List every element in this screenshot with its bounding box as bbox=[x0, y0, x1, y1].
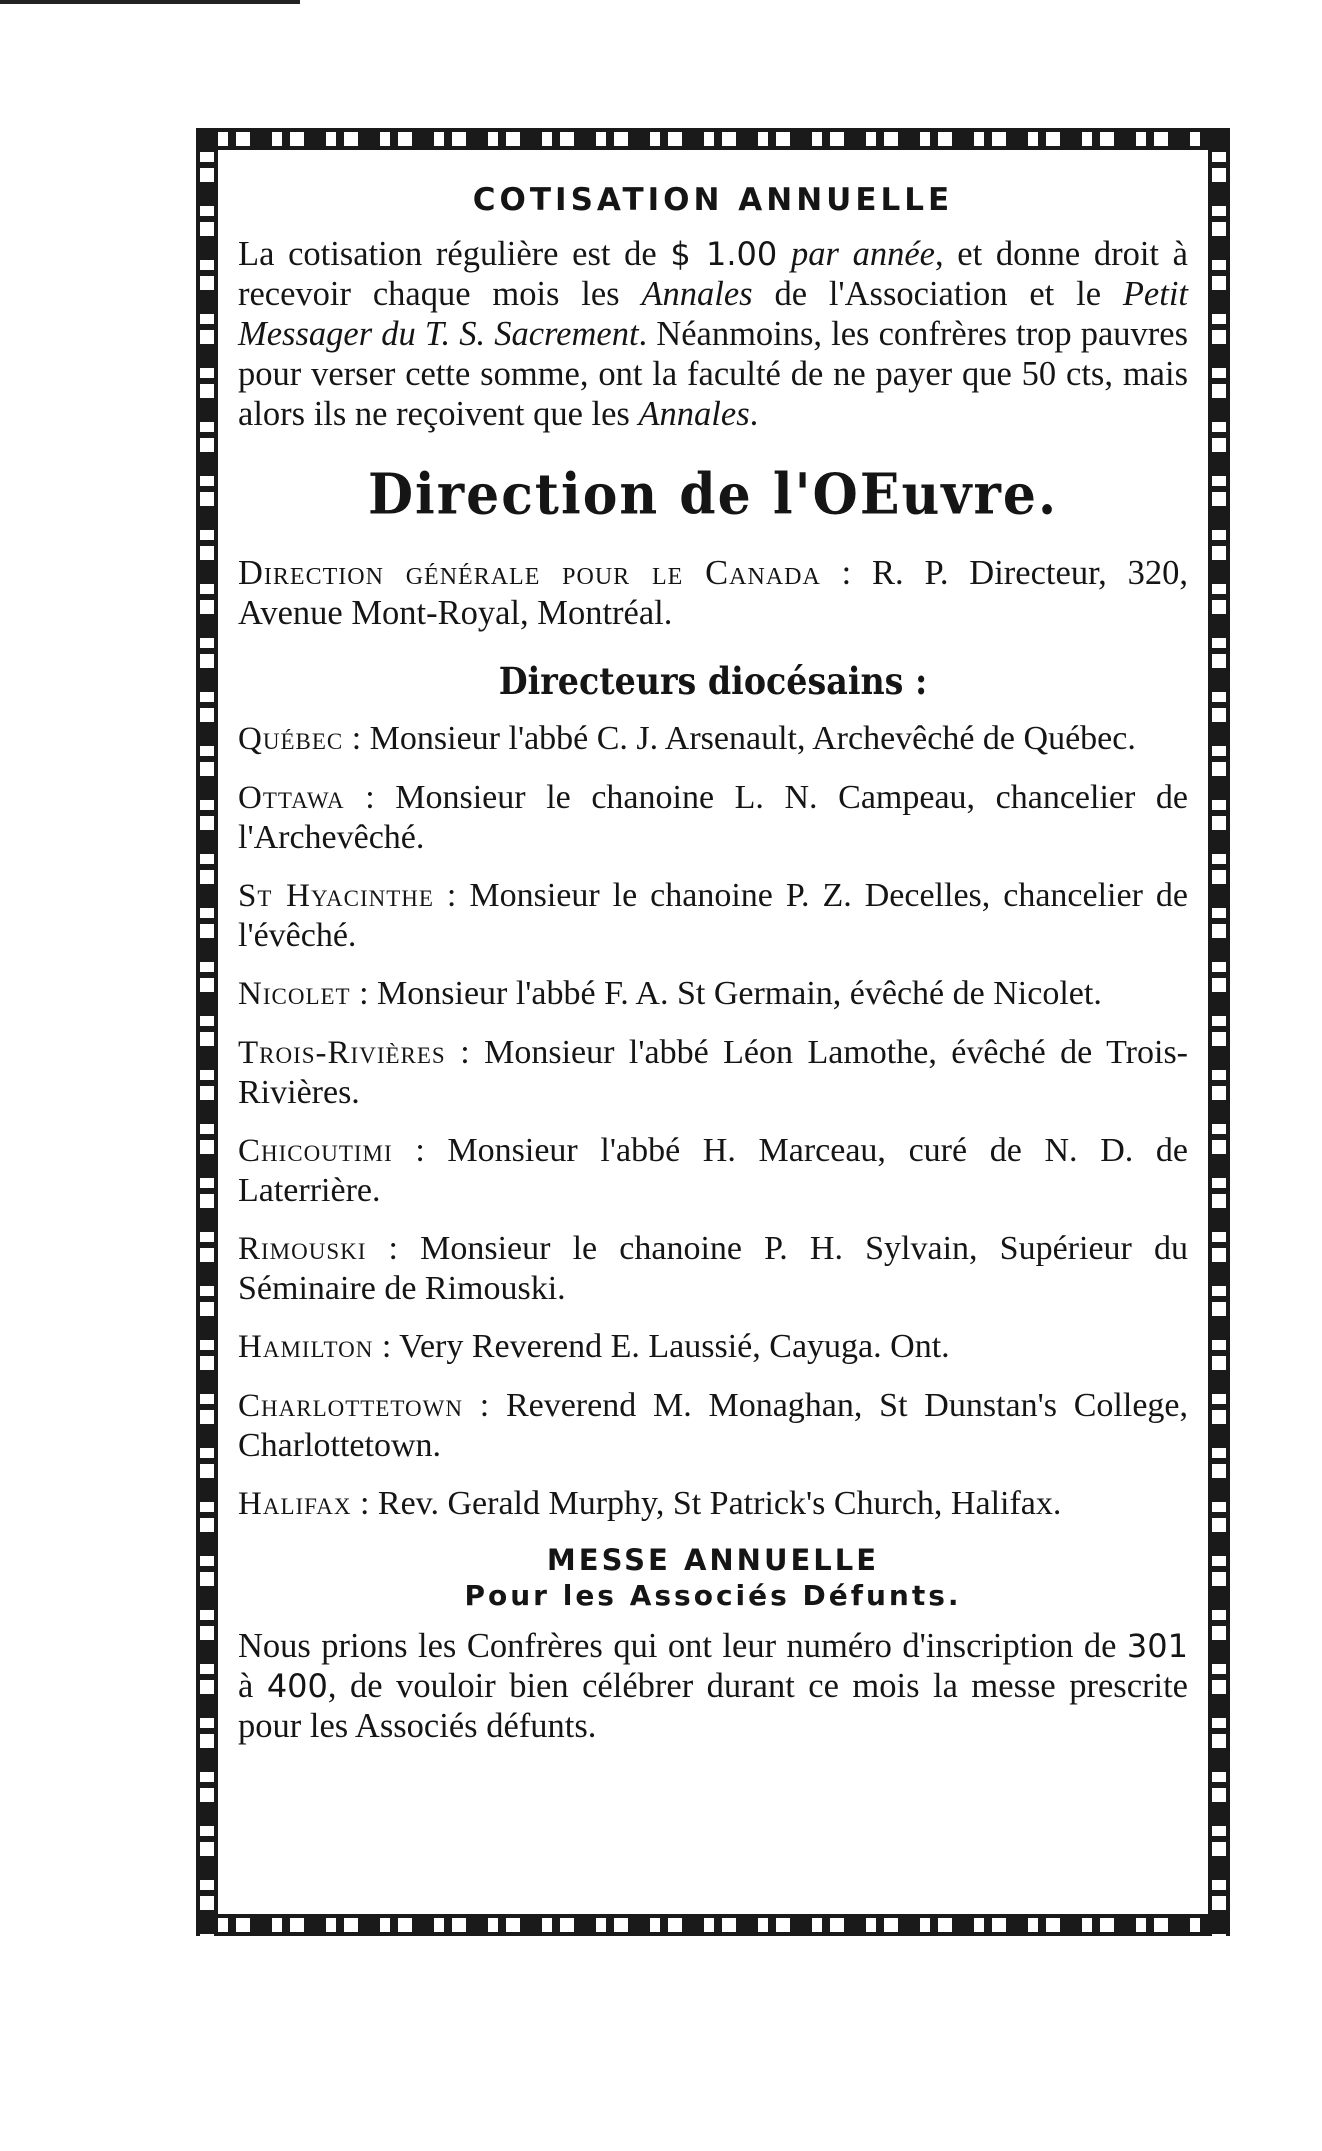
cotisation-petit-messager: Petit Messager du T. S. Sacrement bbox=[238, 275, 1188, 353]
director-label: St Hyacinthe bbox=[238, 878, 434, 914]
cotisation-text-start: La cotisation régulière est de bbox=[238, 235, 671, 273]
messe-text-a: à bbox=[238, 1667, 267, 1705]
director-label: Québec bbox=[238, 721, 344, 757]
director-entry-st-hyacinthe bbox=[238, 876, 1188, 955]
messe-subtitle: Pour les Associés Défunts. bbox=[464, 1579, 962, 1612]
messe-title: MESSE ANNUELLE bbox=[546, 1543, 880, 1577]
cotisation-title: COTISATION ANNUELLE bbox=[472, 182, 954, 218]
director-label: Trois-Rivières bbox=[238, 1035, 446, 1071]
page-top-rule bbox=[0, 0, 300, 4]
director-text: : Reverend M. Monaghan, St Dunstan's College, Charlottetown. bbox=[238, 1387, 1188, 1464]
cotisation-annales-2: Annales bbox=[638, 395, 750, 433]
messe-paragraph bbox=[238, 1626, 1188, 1746]
cotisation-text-mid3: . Néanmoins, les confrères trop pauvres pour verser cette somme, ont la faculté de ne payer que 50 cts, mais alors ils ne reçoivent que les bbox=[238, 315, 1188, 433]
direction-generale-text: : R. P. Directeur, 320, Avenue Mont-Royal, Montréal. bbox=[238, 554, 1188, 632]
messe-range-to: 400 bbox=[266, 1667, 328, 1705]
director-entry-hamilton bbox=[238, 1327, 1188, 1367]
director-text: : Monsieur le chanoine L. N. Campeau, chancelier de l'Archevêché. bbox=[238, 779, 1188, 856]
border-bottom bbox=[196, 1914, 1230, 1936]
direction-generale-paragraph bbox=[238, 553, 1188, 633]
director-text: : Monsieur l'abbé C. J. Arsenault, Archevêché de Québec. bbox=[343, 720, 1136, 757]
directors-title: Directeurs diocésains : bbox=[498, 659, 928, 703]
director-text: : Monsieur le chanoine P. H. Sylvain, Supérieur du Séminaire de Rimouski. bbox=[238, 1230, 1188, 1307]
director-entry-ottawa bbox=[238, 778, 1188, 857]
page-content bbox=[238, 182, 1188, 1890]
director-entry-halifax bbox=[238, 1484, 1188, 1524]
ornamental-frame bbox=[196, 128, 1230, 1936]
director-entry-quebec bbox=[238, 719, 1188, 759]
cotisation-paragraph bbox=[238, 234, 1188, 434]
border-right bbox=[1208, 128, 1230, 1936]
director-label: Chicoutimi bbox=[238, 1133, 393, 1169]
border-top bbox=[196, 128, 1230, 150]
cotisation-par-annee: par année bbox=[790, 235, 935, 273]
director-label: Hamilton bbox=[238, 1329, 374, 1365]
director-label: Nicolet bbox=[238, 976, 351, 1012]
director-entry-trois-rivieres bbox=[238, 1033, 1188, 1112]
messe-text-start: Nous prions les Confrères qui ont leur numéro d'inscription de bbox=[238, 1627, 1127, 1665]
director-text: : Rev. Gerald Murphy, St Patrick's Church, Halifax. bbox=[351, 1485, 1062, 1522]
director-entry-rimouski bbox=[238, 1229, 1188, 1308]
director-text: : Monsieur l'abbé Léon Lamothe, évêché de Trois-Rivières. bbox=[238, 1034, 1188, 1111]
direction-title: Direction de l'OEuvre. bbox=[367, 461, 1059, 528]
director-text: : Monsieur l'abbé F. A. St Germain, évêché de Nicolet. bbox=[350, 975, 1102, 1012]
director-label: Ottawa bbox=[238, 780, 345, 816]
direction-generale-label: Direction générale pour le Canada bbox=[238, 554, 821, 592]
cotisation-text-mid2: de l'Association et le bbox=[752, 275, 1123, 313]
cotisation-text-mid1: , et donne droit à recevoir chaque mois les bbox=[238, 235, 1188, 313]
director-text: : Very Reverend E. Laussié, Cayuga. Ont. bbox=[373, 1328, 950, 1365]
director-entry-charlottetown bbox=[238, 1386, 1188, 1465]
directors-list bbox=[238, 719, 1188, 1524]
messe-text-end: , de vouloir bien célébrer durant ce mois la messe prescrite pour les Associés défunts. bbox=[238, 1667, 1188, 1745]
border-left bbox=[196, 128, 218, 1936]
director-entry-nicolet bbox=[238, 974, 1188, 1014]
cotisation-amount: $ 1.00 bbox=[670, 235, 778, 273]
messe-range-from: 301 bbox=[1126, 1627, 1188, 1665]
director-label: Halifax bbox=[238, 1486, 352, 1522]
director-label: Charlottetown bbox=[238, 1388, 463, 1424]
cotisation-annales-1: Annales bbox=[641, 275, 753, 313]
director-text: : Monsieur l'abbé H. Marceau, curé de N. D. de Laterrière. bbox=[238, 1132, 1188, 1209]
cotisation-text-end: . bbox=[749, 395, 759, 433]
director-text: : Monsieur le chanoine P. Z. Decelles, chancelier de l'évêché. bbox=[238, 877, 1188, 954]
director-label: Rimouski bbox=[238, 1231, 367, 1267]
director-entry-chicoutimi bbox=[238, 1131, 1188, 1210]
